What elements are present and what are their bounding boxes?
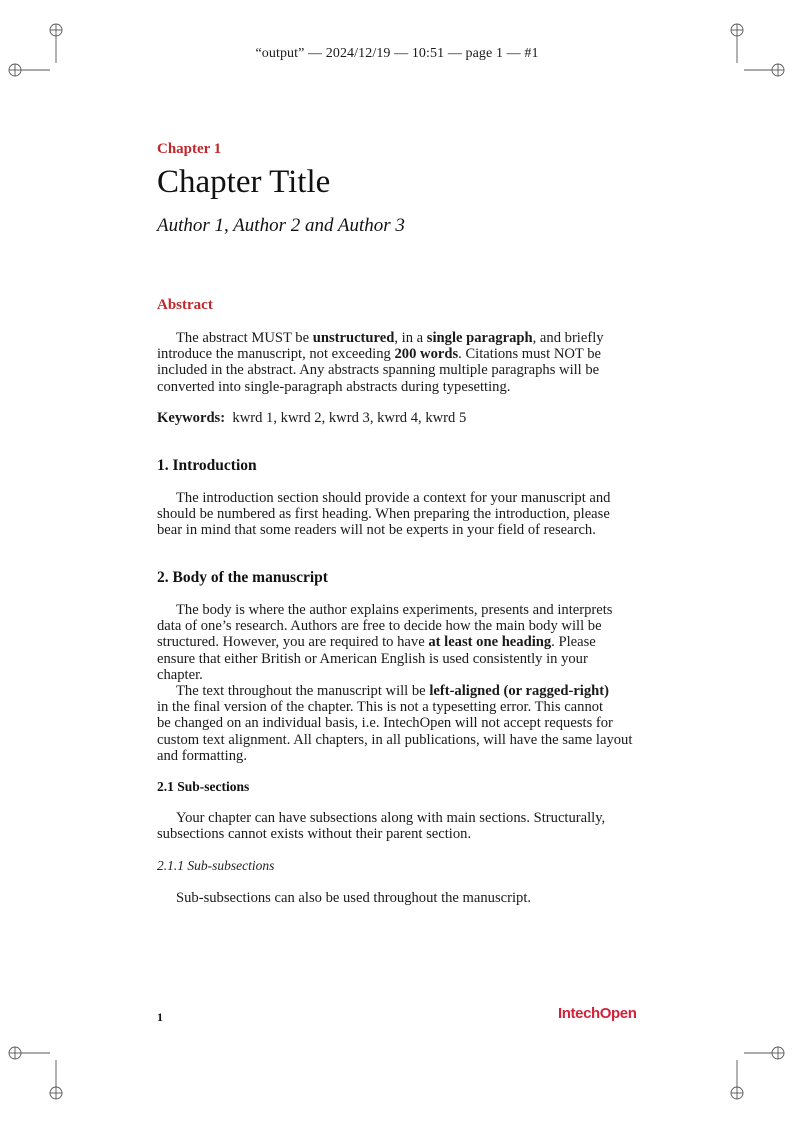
chapter-title: Chapter Title [157,164,331,200]
text-line: Your chapter can have subsections along with main sections. Structurally, [176,810,606,826]
text-line: subsections cannot exists without their parent section. [157,826,472,843]
page-number: 1 [157,1010,163,1024]
subsection-paragraph [157,810,637,842]
text-line: in the final version of the chapter. This is not a typesetting error. This cannot [157,699,604,716]
text-line: The text throughout the manuscript will be left-aligned (or ragged-right) [176,683,609,699]
section-heading-introduction: 1. Introduction [157,457,257,474]
body-paragraph-2 [157,683,637,764]
keywords [157,410,466,427]
text-line: The introduction section should provide a context for your manuscript and [176,490,611,506]
running-head: “output” — 2024/12/19 — 10:51 — page 1 — #1 [255,46,539,61]
bold-text: unstructured [312,330,395,346]
text-line: chapter. [157,666,203,683]
keywords-label: Keywords: [157,410,226,426]
text-line: and formatting. [157,747,247,764]
section-heading-body: 2. Body of the manuscript [157,569,328,586]
registration-mark-bottom-right [731,1047,784,1099]
abstract-heading: Abstract [157,297,213,313]
text-line: should be numbered as first heading. When preparing the introduction, please [157,506,610,523]
keywords-list: kwrd 1, kwrd 2, kwrd 3, kwrd 4, kwrd 5 [232,410,467,426]
text-line: bear in mind that some readers will not be experts in your field of research. [157,522,596,539]
text-line: be changed on an individual basis, i.e. IntechOpen will not accept requests for [157,715,613,732]
chapter-label: Chapter 1 [157,141,222,157]
subsection-heading: 2.1 Sub-sections [157,779,250,794]
publisher-logo: IntechOpen [558,1005,637,1022]
text-line: The body is where the author explains experiments, presents and interprets [176,602,613,618]
text-line: converted into single-paragraph abstracts during typesetting. [157,378,511,395]
introduction-paragraph [157,490,637,539]
subsubsection-heading: 2.1.1 Sub-subsections [157,858,275,873]
bold-text: at least one heading [428,634,552,651]
registration-mark-bottom-left [9,1047,62,1099]
bold-text: single paragraph [426,330,533,346]
text-line: ensure that either British or American English is used consistently in your [157,650,588,667]
abstract-paragraph [157,330,637,395]
subsubsection-paragraph [157,890,637,906]
bold-text: left-aligned (or ragged-right) [429,683,609,699]
text-line: structured. However, you are required to have at least one heading. Please [157,634,596,651]
bold-text: 200 words [394,346,459,363]
text-line: data of one’s research. Authors are free to decide how the main body will be [157,618,602,635]
text-line: included in the abstract. Any abstracts spanning multiple paragraphs will be [157,362,600,379]
authors: Author 1, Author 2 and Author 3 [157,215,405,236]
text-line: custom text alignment. All chapters, in all publications, will have the same layout [157,731,633,748]
text-line: Sub-subsections can also be used throughout the manuscript. [176,890,532,906]
text-line: The abstract MUST be unstructured, in a single paragraph, and briefly [176,330,604,346]
text-line: introduce the manuscript, not exceeding 200 words. Citations must NOT be [157,346,601,363]
body-paragraph-1 [157,602,637,683]
